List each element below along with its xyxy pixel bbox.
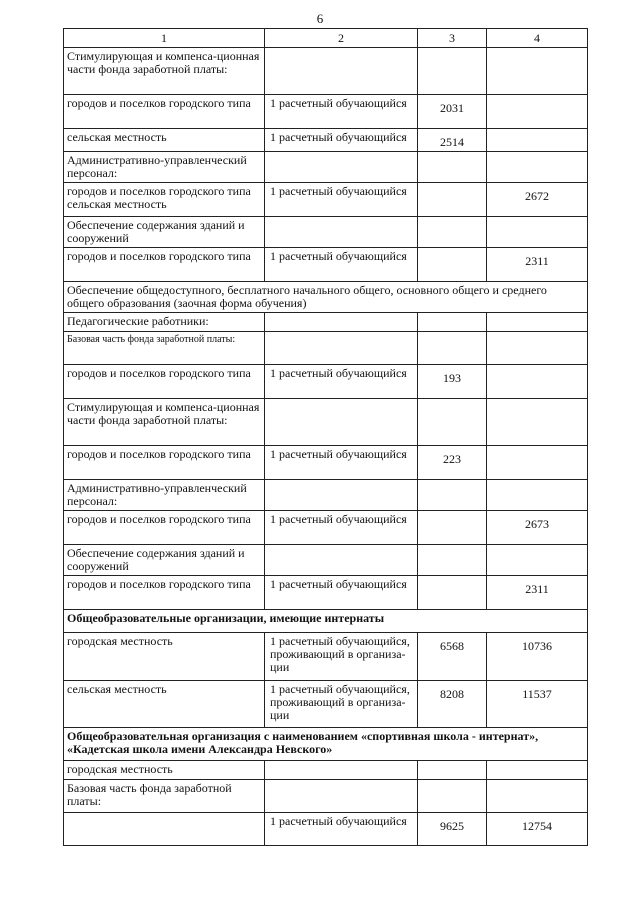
value-col-3: [418, 217, 487, 248]
value-col-3: 6568: [418, 633, 487, 681]
value-col-4: [487, 545, 588, 576]
row-label: городская местность: [64, 761, 265, 780]
unit-cell: 1 расчетный обучающийся, проживающий в организа-ции: [265, 633, 418, 681]
row-label: городов и поселков городского типа: [64, 576, 265, 610]
table-row: [64, 610, 588, 633]
section-heading: Общеобразовательная организация с наименованием «спортивная школа - интернат», «Кадетская школа имени Александра Невского»: [64, 728, 588, 761]
table-row: [64, 761, 588, 780]
value-col-3: [418, 48, 487, 95]
value-col-4: 2672: [487, 183, 588, 217]
row-label: Педагогические работники:: [64, 313, 265, 332]
value-col-3: 9625: [418, 813, 487, 846]
unit-cell: 1 расчетный обучающийся: [265, 511, 418, 545]
table-row: [64, 576, 588, 610]
unit-cell: [265, 480, 418, 511]
unit-cell: [265, 761, 418, 780]
row-label: Обеспечение содержания зданий и сооружений: [64, 545, 265, 576]
value-col-3: [418, 183, 487, 217]
table-row: [64, 48, 588, 95]
value-col-3: 8208: [418, 681, 487, 728]
value-col-4: 10736: [487, 633, 588, 681]
unit-cell: 1 расчетный обучающийся: [265, 183, 418, 217]
table-row: [64, 365, 588, 399]
value-col-4: [487, 399, 588, 446]
value-col-3: [418, 511, 487, 545]
value-col-4: [487, 95, 588, 129]
row-label: городов и поселков городского типа: [64, 365, 265, 399]
row-label: сельская местность: [64, 129, 265, 152]
value-col-3: [418, 399, 487, 446]
value-col-4: [487, 129, 588, 152]
unit-cell: 1 расчетный обучающийся: [265, 576, 418, 610]
header-col-4: 4: [487, 29, 588, 48]
unit-cell: [265, 399, 418, 446]
header-col-3: 3: [418, 29, 487, 48]
table-row: [64, 129, 588, 152]
value-col-4: [487, 152, 588, 183]
unit-cell: [265, 332, 418, 365]
table-row: [64, 95, 588, 129]
value-col-4: 2311: [487, 248, 588, 282]
row-label: Административно-управленческий персонал:: [64, 480, 265, 511]
value-col-3: 2031: [418, 95, 487, 129]
row-label: Базовая часть фонда заработной платы:: [64, 780, 265, 813]
table-row: [64, 813, 588, 846]
header-col-2: 2: [265, 29, 418, 48]
unit-cell: 1 расчетный обучающийся: [265, 446, 418, 480]
row-label: Базовая часть фонда заработной платы:: [64, 332, 265, 365]
unit-cell: 1 расчетный обучающийся: [265, 365, 418, 399]
value-col-4: [487, 365, 588, 399]
row-label: городов и поселков городского типа: [64, 248, 265, 282]
value-col-4: 12754: [487, 813, 588, 846]
section-note: Обеспечение общедоступного, бесплатного начального общего, основного общего и среднего общего образования (заочная форма обучения): [64, 282, 588, 313]
table-row: [64, 633, 588, 681]
value-col-4: 2311: [487, 576, 588, 610]
value-col-3: 223: [418, 446, 487, 480]
table-row: [64, 313, 588, 332]
table-row: [64, 545, 588, 576]
table-row: [64, 152, 588, 183]
value-col-4: 2673: [487, 511, 588, 545]
table-row: [64, 282, 588, 313]
value-col-3: [418, 780, 487, 813]
table-row: [64, 480, 588, 511]
table-row: [64, 217, 588, 248]
value-col-3: [418, 152, 487, 183]
unit-cell: [265, 217, 418, 248]
value-col-3: 193: [418, 365, 487, 399]
unit-cell: [265, 780, 418, 813]
table-row: [64, 399, 588, 446]
table-row: [64, 728, 588, 761]
value-col-3: [418, 332, 487, 365]
value-col-4: [487, 480, 588, 511]
table-row: [64, 446, 588, 480]
unit-cell: [265, 152, 418, 183]
value-col-4: [487, 217, 588, 248]
table-row: [64, 332, 588, 365]
row-label: городов и поселков городского типа сельская местность: [64, 183, 265, 217]
value-col-4: [487, 761, 588, 780]
value-col-3: [418, 480, 487, 511]
value-col-4: [487, 446, 588, 480]
value-col-4: 11537: [487, 681, 588, 728]
value-col-3: 2514: [418, 129, 487, 152]
table-row: [64, 183, 588, 217]
funding-table: [63, 28, 588, 846]
table-row: [64, 248, 588, 282]
row-label: [64, 813, 265, 846]
table-row: [64, 511, 588, 545]
row-label: городов и поселков городского типа: [64, 95, 265, 129]
row-label: городов и поселков городского типа: [64, 511, 265, 545]
row-label: сельская местность: [64, 681, 265, 728]
header-col-1: 1: [64, 29, 265, 48]
unit-cell: 1 расчетный обучающийся: [265, 129, 418, 152]
page-number: 6: [316, 11, 324, 26]
value-col-4: [487, 48, 588, 95]
unit-cell: 1 расчетный обучающийся, проживающий в организа-ции: [265, 681, 418, 728]
value-col-3: [418, 248, 487, 282]
value-col-4: [487, 332, 588, 365]
row-label: городов и поселков городского типа: [64, 446, 265, 480]
value-col-3: [418, 313, 487, 332]
value-col-3: [418, 576, 487, 610]
table-row: [64, 780, 588, 813]
value-col-4: [487, 780, 588, 813]
unit-cell: [265, 48, 418, 95]
row-label: городская местность: [64, 633, 265, 681]
value-col-4: [487, 313, 588, 332]
unit-cell: 1 расчетный обучающийся: [265, 813, 418, 846]
value-col-3: [418, 761, 487, 780]
section-heading: Общеобразовательные организации, имеющие интернаты: [64, 610, 588, 633]
unit-cell: 1 расчетный обучающийся: [265, 95, 418, 129]
value-col-3: [418, 545, 487, 576]
unit-cell: 1 расчетный обучающийся: [265, 248, 418, 282]
header-row: [64, 29, 588, 48]
row-label: Административно-управленческий персонал:: [64, 152, 265, 183]
unit-cell: [265, 313, 418, 332]
unit-cell: [265, 545, 418, 576]
table-row: [64, 681, 588, 728]
row-label: Обеспечение содержания зданий и сооружений: [64, 217, 265, 248]
row-label: Стимулирующая и компенса-ционная части фонда заработной платы:: [64, 399, 265, 446]
row-label: Стимулирующая и компенса-ционная части фонда заработной платы:: [64, 48, 265, 95]
